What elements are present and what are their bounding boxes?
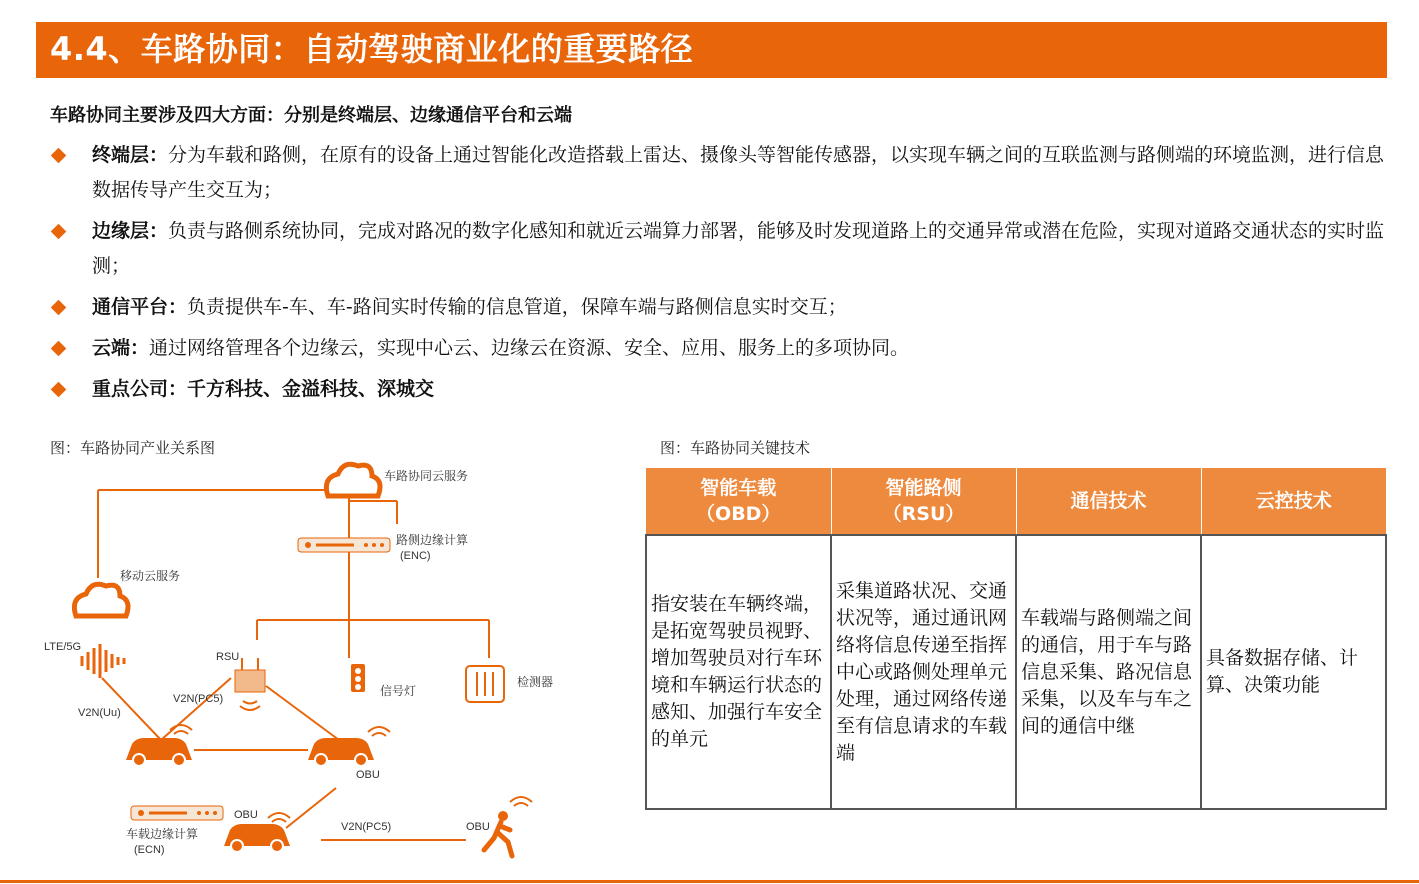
enc-title: 路侧边缘计算 bbox=[396, 533, 469, 547]
car-icon bbox=[308, 738, 374, 766]
server-icon bbox=[298, 538, 390, 552]
header-line1: 智能路侧 bbox=[885, 477, 962, 499]
diamond-bullet-icon bbox=[51, 382, 67, 398]
bullet-label: 重点公司： bbox=[92, 378, 188, 400]
bullet-text: 通过网络管理各个边缘云，实现中心云、边缘云在资源、安全、应用、服务上的多项协同。 bbox=[149, 337, 910, 359]
title-bar bbox=[36, 22, 1387, 78]
bullet-text: 负责与路侧系统协同，完成对路况的数字化感知和就近云端算力部署，能够及时发现道路上的交通异常或潜在危险，实现对道路交通状态的实时监测； bbox=[92, 220, 1385, 277]
signal-light-label: 信号灯 bbox=[380, 684, 417, 698]
table-header bbox=[1016, 468, 1201, 535]
bullet-terminal bbox=[50, 138, 1390, 208]
server-icon bbox=[131, 806, 223, 820]
diamond-bullet-icon bbox=[51, 341, 67, 357]
bullet-text: 千方科技、金溢科技、深城交 bbox=[187, 378, 435, 400]
rsu-icon bbox=[235, 658, 265, 710]
enc-sub: (ENC) bbox=[400, 550, 431, 562]
bottom-divider bbox=[0, 880, 1419, 883]
bullet-companies bbox=[50, 372, 1390, 407]
car-icon bbox=[224, 824, 290, 852]
mobile-cloud-icon bbox=[74, 584, 128, 616]
header-line1: 通信技术 bbox=[1070, 490, 1147, 512]
table-row bbox=[646, 535, 1386, 809]
bullet-list bbox=[50, 138, 1390, 413]
wifi-icon bbox=[268, 813, 290, 822]
table-header bbox=[831, 468, 1016, 535]
table-cell: 指安装在车辆终端，是拓宽驾驶员视野、增加驾驶员对行车环境和车辆运行状态的感知、加强行车安全的单元 bbox=[646, 535, 831, 809]
header-line2: （OBD） bbox=[696, 503, 781, 525]
cloud-service-label: 车路协同云服务 bbox=[384, 469, 469, 483]
table-cell: 车载端与路侧端之间的通信，用于车与路信息采集、路况信息采集，以及车与车之间的通信中继 bbox=[1016, 535, 1201, 809]
obu-label-1: OBU bbox=[356, 769, 380, 781]
traffic-light-icon bbox=[351, 664, 365, 692]
v2n-pc5-bottom-label: V2N(PC5) bbox=[341, 821, 392, 833]
bullet-cloud bbox=[50, 331, 1390, 366]
bullet-label: 云端： bbox=[92, 337, 150, 359]
bullet-comm bbox=[50, 290, 1390, 325]
industry-relation-diagram bbox=[36, 458, 596, 878]
detector-label: 检测器 bbox=[517, 675, 554, 689]
header-line1: 云控技术 bbox=[1255, 490, 1332, 512]
wifi-icon bbox=[368, 727, 390, 736]
signal-wave-icon bbox=[82, 644, 124, 678]
rsu-label: RSU bbox=[216, 651, 240, 663]
header-line1: 智能车载 bbox=[700, 477, 777, 499]
bullet-label: 边缘层： bbox=[92, 220, 169, 242]
v2n-pc5-label: V2N(PC5) bbox=[173, 693, 224, 705]
bullet-text: 负责提供车-车、车-路间实时传输的信息管道，保障车端与路侧信息实时交互； bbox=[187, 296, 847, 318]
diamond-bullet-icon bbox=[51, 300, 67, 316]
page-title: 4.4、车路协同：自动驾驶商业化的重要路径 bbox=[50, 30, 694, 68]
key-tech-table bbox=[645, 468, 1387, 810]
wifi-icon bbox=[510, 797, 532, 806]
bullet-label: 终端层： bbox=[92, 144, 169, 166]
car-icon bbox=[126, 738, 192, 766]
table-header bbox=[1201, 468, 1386, 535]
table-cell: 具备数据存储、计算、决策功能 bbox=[1201, 535, 1386, 809]
bullet-text: 分为车载和路侧，在原有的设备上通过智能化改造搭载上雷达、摄像头等智能传感器，以实现车辆之间的互联监测与路侧端的环境监测，进行信息数据传导产生交互为； bbox=[92, 144, 1385, 201]
table-header-row bbox=[646, 468, 1386, 535]
mobile-cloud-label: 移动云服务 bbox=[120, 569, 181, 583]
cloud-icon bbox=[326, 464, 380, 496]
ecn-title: 车载边缘计算 bbox=[126, 827, 199, 841]
left-figure-caption: 图：车路协同产业关系图 bbox=[50, 439, 216, 457]
ecn-sub: (ECN) bbox=[134, 844, 165, 856]
diamond-bullet-icon bbox=[51, 224, 67, 240]
right-figure-caption: 图：车路协同关键技术 bbox=[660, 439, 811, 457]
lte-label: LTE/5G bbox=[44, 641, 82, 653]
diamond-bullet-icon bbox=[51, 148, 67, 164]
header-line2: （RSU） bbox=[882, 503, 965, 525]
intro-text: 车路协同主要涉及四大方面：分别是终端层、边缘通信平台和云端 bbox=[50, 105, 572, 126]
obu-label-2: OBU bbox=[234, 809, 258, 821]
bullet-edge bbox=[50, 214, 1390, 284]
detector-icon bbox=[466, 666, 504, 702]
table-cell: 采集道路状况、交通状况等，通过通讯网络将信息传递至指挥中心或路侧处理单元处理，通过网络传递至有信息请求的车载端 bbox=[831, 535, 1016, 809]
pedestrian-icon bbox=[484, 811, 512, 856]
obu-label-3: OBU bbox=[466, 821, 490, 833]
v2n-uu-label: V2N(Uu) bbox=[78, 707, 121, 719]
table-header bbox=[646, 468, 831, 535]
bullet-label: 通信平台： bbox=[92, 296, 188, 318]
